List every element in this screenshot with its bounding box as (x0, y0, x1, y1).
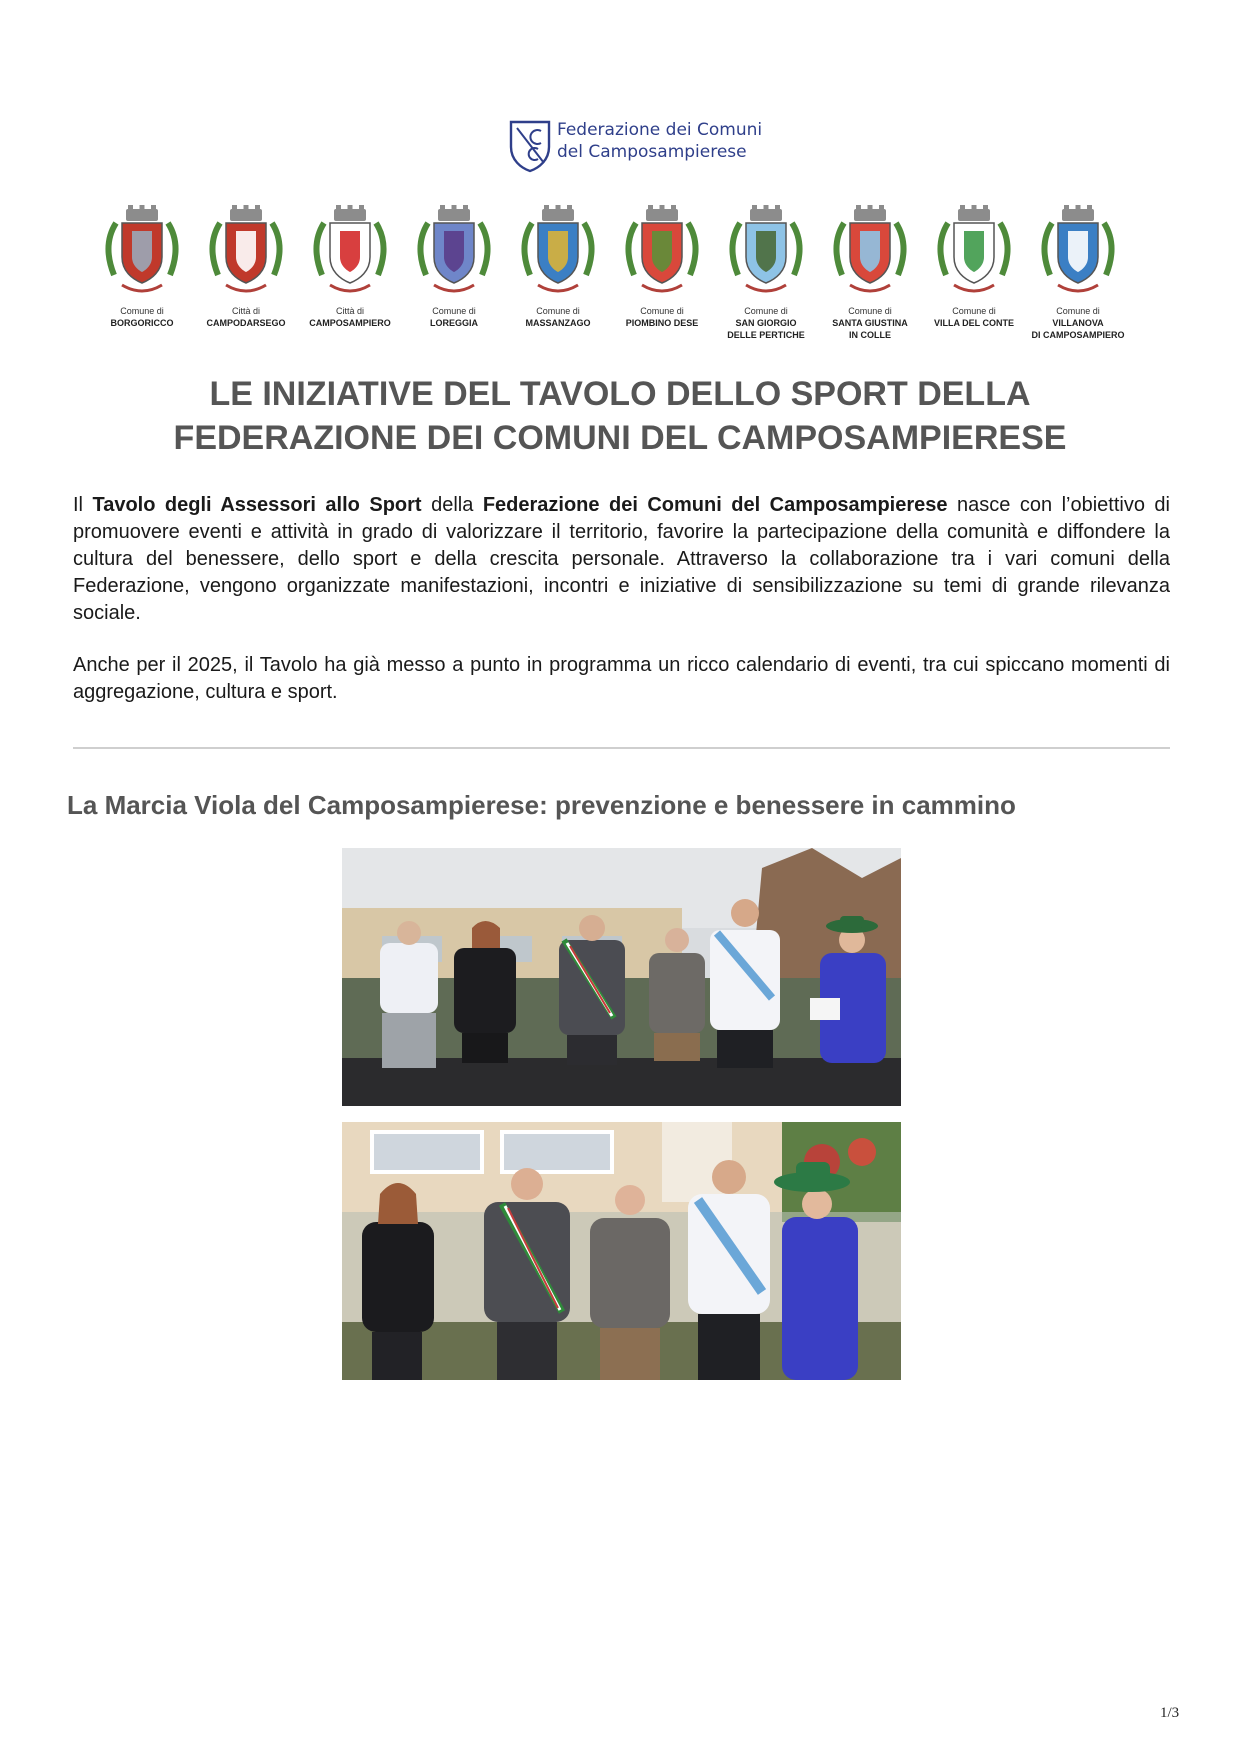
intro-p1-bold-tavolo: Tavolo degli Assessori allo Sport (92, 494, 422, 516)
coat-of-arms-icon (304, 205, 396, 305)
intro-p1-bold-federazione: Federazione dei Comuni del Camposampierese (482, 494, 948, 516)
crest-prefix: Città di (231, 306, 260, 316)
crest-prefix: Città di (335, 306, 364, 316)
crest-loreggia (399, 205, 509, 329)
crest-name: CAMPODARSEGO (206, 318, 286, 328)
crest-name: CAMPOSAMPIERO (309, 318, 391, 328)
crest-prefix: Comune di (120, 306, 164, 316)
federation-name (557, 119, 762, 163)
intro-p1-c: della (421, 494, 483, 516)
municipality-crests (95, 205, 1145, 355)
crest-name: MASSANZAGO (525, 318, 591, 328)
photo-speakers-closeup (342, 1122, 901, 1380)
coat-of-arms-icon (824, 205, 916, 305)
crest-name: SANTA GIUSTINA (832, 318, 908, 328)
crest-prefix: Comune di (848, 306, 892, 316)
photo-stage-group (342, 848, 901, 1106)
crest-piombino-dese (607, 205, 717, 329)
intro-p1-a: Il (73, 494, 93, 516)
crest-prefix: Comune di (536, 306, 580, 316)
crest-prefix: Comune di (1056, 306, 1100, 316)
crest-massanzago (503, 205, 613, 329)
crest-prefix: Comune di (744, 306, 788, 316)
federation-name-line2: del Camposampierese (557, 142, 747, 162)
coat-of-arms-icon (96, 205, 188, 305)
crest-name: BORGORICCO (110, 318, 174, 328)
coat-of-arms-icon (408, 205, 500, 305)
coat-of-arms-icon (928, 205, 1020, 305)
crest-name: LOREGGIA (429, 318, 478, 328)
coat-of-arms-icon (720, 205, 812, 305)
crest-prefix: Comune di (432, 306, 476, 316)
crest-campodarsego (191, 205, 301, 329)
crest-name: VILLA DEL CONTE (933, 318, 1014, 328)
intro-p1-e: nasce con l’obiettivo di promuovere eventi e attività in grado di valorizzare il territorio, favorire la partecipazione della comunità e diffondere la cultura del benessere, dello sport e della crescita personale. Attraverso la collaborazione tra i vari comuni della Federazione, vengono organizzate manifestazioni, incontri e iniziative di sensibilizzazione su temi di grande rilevanza sociale. (73, 494, 1170, 624)
intro-paragraph-2: Anche per il 2025, il Tavolo ha già messo a punto in programma un ricco calendario di eventi, tra cui spiccano momenti di aggregazione, cultura e sport. (73, 654, 1170, 703)
intro-paragraph-1 (73, 492, 1170, 627)
crest-prefix: Comune di (640, 306, 684, 316)
federation-logo (508, 119, 763, 175)
crest-camposampiero (295, 205, 405, 329)
intro-text (73, 492, 1170, 731)
crest-name-line2: IN COLLE (849, 330, 891, 340)
crest-santa-giustina (815, 205, 925, 341)
section-title: La Marcia Viola del Camposampierese: prevenzione e benessere in cammino (67, 790, 1016, 820)
crest-villanova (1023, 205, 1133, 341)
section-divider (73, 747, 1170, 749)
coat-of-arms-icon (512, 205, 604, 305)
crest-name: VILLANOVA (1052, 318, 1104, 328)
crest-name-line2: DI CAMPOSAMPIERO (1031, 330, 1125, 340)
page-title (60, 372, 1180, 460)
crest-name: SAN GIORGIO (735, 318, 797, 328)
page-title-line1: LE INIZIATIVE DEL TAVOLO DELLO SPORT DELLA (209, 375, 1031, 413)
page-title-line2: FEDERAZIONE DEI COMUNI DEL CAMPOSAMPIERESE (173, 419, 1067, 457)
crest-san-giorgio (711, 205, 821, 341)
page-number: 1/3 (1160, 1705, 1180, 1721)
federation-shield-icon (508, 119, 552, 173)
coat-of-arms-icon (200, 205, 292, 305)
crest-name-line2: DELLE PERTICHE (727, 330, 805, 340)
crest-villa-del-conte (919, 205, 1029, 329)
coat-of-arms-icon (616, 205, 708, 305)
crest-prefix: Comune di (952, 306, 996, 316)
coat-of-arms-icon (1032, 205, 1124, 305)
federation-name-line1: Federazione dei Comuni (557, 120, 763, 140)
crest-borgoricco (87, 205, 197, 329)
crest-name: PIOMBINO DESE (625, 318, 699, 328)
